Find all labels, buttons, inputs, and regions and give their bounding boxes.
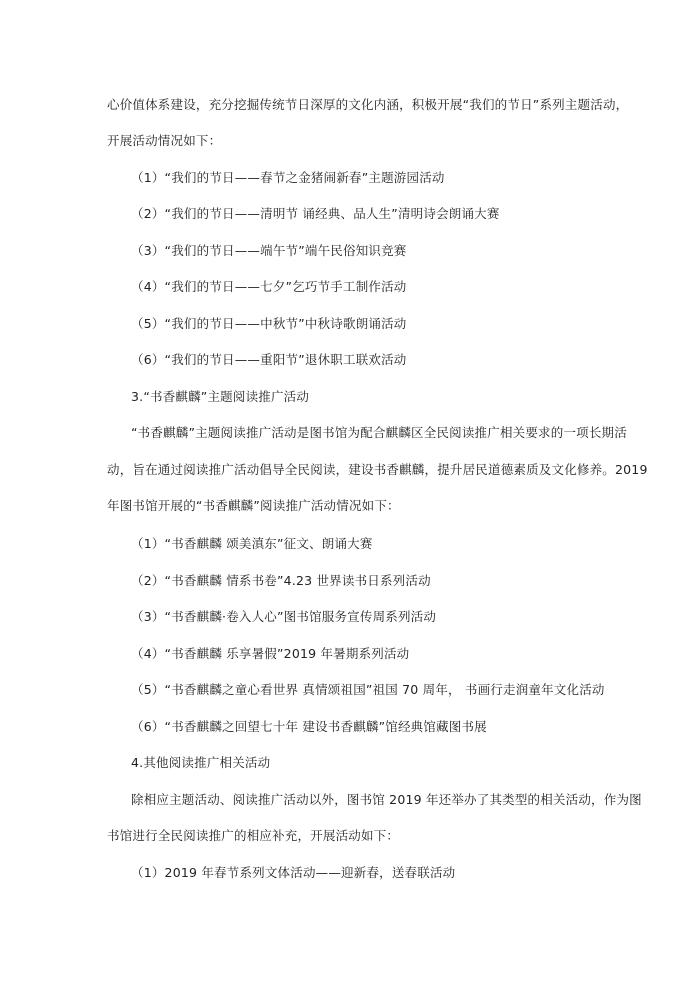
section-3-paragraph-line-3: 年图书馆开展的“书香麒麟”阅读推广活动情况如下： [107, 498, 400, 513]
section-4-paragraph-line-2: 书馆进行全民阅读推广的相应补充，开展活动如下： [107, 828, 400, 843]
section-4-paragraph-line-1: 除相应主题活动、阅读推广活动以外，图书馆 2019 年还举办了其类型的相关活动，作为图 [131, 792, 642, 807]
reading-item-3: （3）“书香麒麟·卷入人心”图书馆服务宣传周系列活动 [131, 609, 437, 624]
festival-item-6: （6）“我们的节日——重阳节”退休职工联欢活动 [131, 352, 407, 367]
festival-item-5: （5）“我们的节日——中秋节”中秋诗歌朗诵活动 [131, 316, 407, 331]
festival-item-3: （3）“我们的节日——端午节”端午民俗知识竞赛 [131, 243, 407, 258]
other-item-1: （1）2019 年春节系列文体活动——迎新春，送春联活动 [131, 865, 456, 880]
festival-item-2: （2）“我们的节日——清明节 诵经典、品人生”清明诗会朗诵大赛 [131, 206, 500, 221]
section-3-paragraph-line-2: 动，旨在通过阅读推广活动倡导全民阅读，建设书香麒麟，提升居民道德素质及文化修养。2019 [107, 462, 648, 477]
reading-item-4: （4）“书香麒麟 乐享暑假”2019 年暑期系列活动 [131, 646, 410, 661]
intro-paragraph-line-2: 开展活动情况如下： [107, 133, 222, 148]
reading-item-6: （6）“书香麒麟之回望七十年 建设书香麒麟”馆经典馆藏图书展 [131, 719, 487, 734]
reading-item-2: （2）“书香麒麟 情系书卷”4.23 世界读书日系列活动 [131, 573, 431, 588]
section-4-heading: 4.其他阅读推广相关活动 [131, 755, 271, 770]
festival-item-1: （1）“我们的节日——春节之金猪闹新春”主题游园活动 [131, 170, 445, 185]
section-3-paragraph-line-1: “书香麒麟”主题阅读推广活动是图书馆为配合麒麟区全民阅读推广相关要求的一项长期活 [131, 425, 627, 440]
reading-item-5: （5）“书香麒麟之童心看世界 真情颂祖国”祖国 70 周年， 书画行走润童年文化活动 [131, 682, 605, 697]
section-3-heading: 3.“书香麒麟”主题阅读推广活动 [131, 389, 310, 404]
intro-paragraph-line-1: 心价值体系建设，充分挖掘传统节日深厚的文化内涵，积极开展“我们的节日”系列主题活动， [107, 97, 629, 112]
reading-item-1: （1）“书香麒麟 颂美滇东”征文、朗诵大赛 [131, 536, 373, 551]
festival-item-4: （4）“我们的节日——七夕”乞巧节手工制作活动 [131, 279, 407, 294]
